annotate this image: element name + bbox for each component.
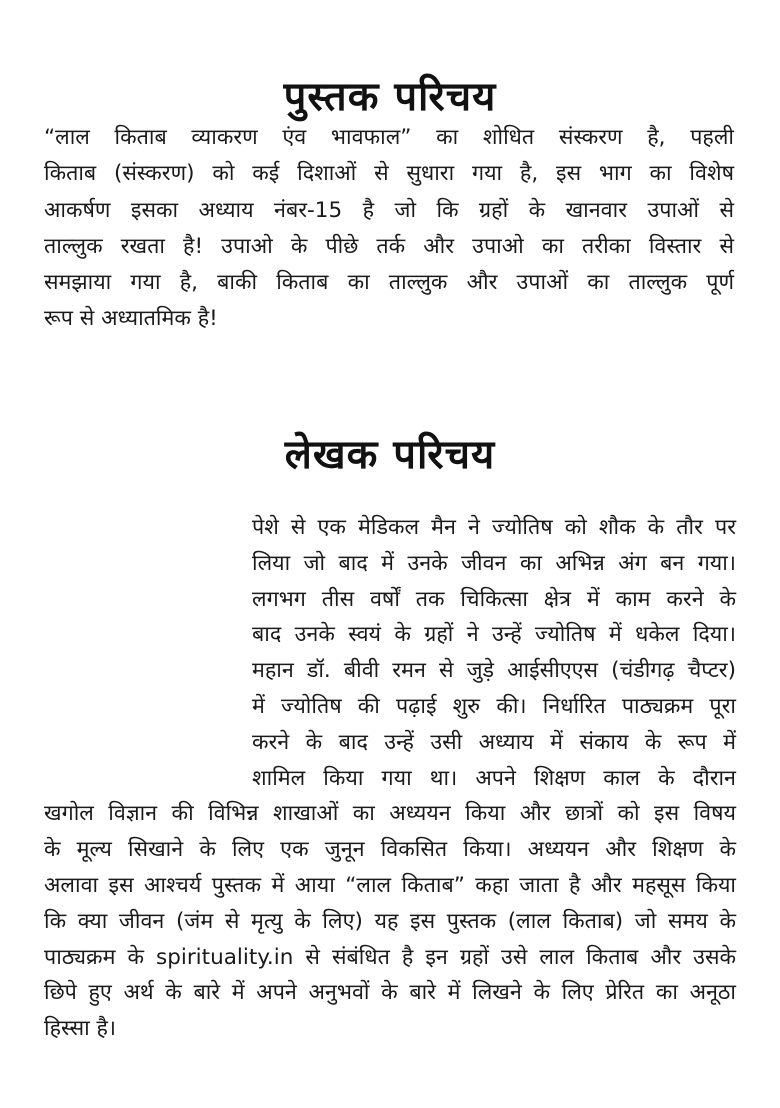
paragraph-line: ताल्लुक रखता है! उपाओ के पीछे तर्क और उपाओ का तरीका विस्तार से [44, 233, 734, 259]
paragraph-line: पाठ्यक्रम के spirituality.in से संबंधित है इन ग्रहों उसे लाल किताब और उसके [44, 944, 736, 970]
paragraph-line: “लाल किताब व्याकरण एंव भावफाल” का शोधित संस्करण है, पहली [44, 125, 734, 150]
paragraph-line: पेशे से एक मेडिकल मैन ने ज्योतिष को शौक के तौर पर [252, 515, 736, 540]
author-intro-heading: लेखक परिचय [284, 431, 496, 478]
paragraph-line: बाद उनके स्वयं के ग्रहों ने उन्हें ज्योतिष में धकेल दिया। [252, 622, 736, 648]
book-intro-paragraph [44, 120, 734, 338]
paragraph-line: कि क्या जीवन (जंम से मृत्यु के लिए) यह इस पुस्तक (लाल किताब) जो समय के [44, 908, 736, 934]
author-intro-paragraph [44, 510, 736, 1047]
paragraph-line: छिपे हुए अर्थ के बारे में अपने अनुभवों के बारे में लिखने के लिए प्रेरित का अनूठा [44, 980, 736, 1006]
paragraph-line: समझाया गया है, बाकी किताब का ताल्लुक और उपाओं का ताल्लुक पूर्ण [44, 270, 734, 296]
paragraph-line: अलावा इस आश्चर्य पुस्तक में आया “लाल किताब” कहा जाता है और महसूस किया [44, 872, 736, 898]
paragraph-line: किताब (संस्करण) को कई दिशाओं से सुधारा गया है, इस भाग का विशेष [44, 161, 734, 187]
paragraph-line: करने के बाद उन्हें उसी अध्याय में संकाय के रूप में [252, 729, 736, 755]
paragraph-line: शामिल किया गया था। अपने शिक्षण काल के दौरान [252, 765, 736, 791]
paragraph-line: हिस्सा है। [44, 1016, 117, 1042]
paragraph-line: लिया जो बाद में उनके जीवन का अभिन्न अंग बन गया। [252, 550, 736, 576]
paragraph-line: में ज्योतिष की पढ़ाई शुरु की। निर्धारित पाठ्यक्रम पूरा [252, 693, 736, 719]
paragraph-line: महान डॉ. बीवी रमन से जुड़े आईसीएएस (चंडीगढ़ चैप्टर) [252, 658, 736, 684]
paragraph-line: आकर्षण इसका अध्याय नंबर-15 है जो कि ग्रहों के खानवार उपाओं से [44, 197, 734, 223]
paragraph-line: लगभग तीस वर्षों तक चिकित्सा क्षेत्र में काम करने के [252, 586, 736, 612]
paragraph-line: रूप से अध्यातमिक है! [44, 306, 218, 332]
paragraph-line: के मूल्य सिखाने के लिए एक जुनून विकसित किया। अध्ययन और शिक्षण के [44, 837, 736, 863]
book-intro-heading: पुस्तक परिचय [283, 73, 497, 120]
paragraph-line: खगोल विज्ञान की विभिन्न शाखाओं का अध्ययन किया और छात्रों को इस विषय [44, 801, 736, 827]
